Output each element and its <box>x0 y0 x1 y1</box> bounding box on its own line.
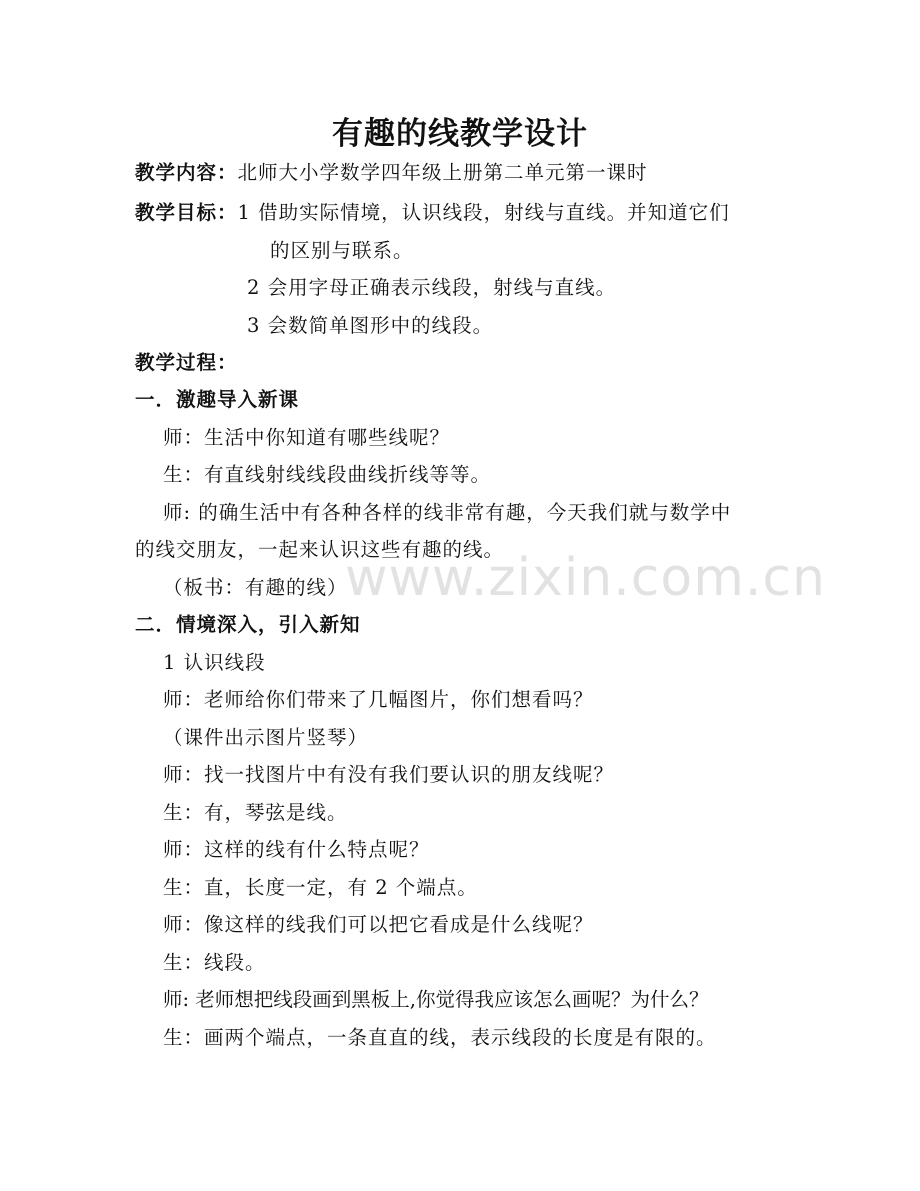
dialogue-line: 师: 的确生活中有各种各样的线非常有趣，今天我们就与数学中 <box>163 501 732 524</box>
subsection-heading: 1 认识线段 <box>163 651 266 674</box>
section-2-heading: 二．情境深入，引入新知 <box>135 613 361 636</box>
dialogue-line: 的线交朋友，一起来认识这些有趣的线。 <box>135 538 505 561</box>
content-label: 教学内容： <box>135 161 238 184</box>
dialogue-line: 师: 老师想把线段画到黑板上,你觉得我应该怎么画呢？为什么？ <box>163 988 709 1011</box>
dialogue-line: 生：画两个端点，一条直直的线，表示线段的长度是有限的。 <box>163 1026 717 1049</box>
dialogue-line: 生：有直线射线线段曲线折线等等。 <box>163 463 492 486</box>
objective-2: 2 会用字母正确表示线段，射线与直线。 <box>247 276 617 299</box>
document-title: 有趣的线教学设计 <box>332 116 588 152</box>
dialogue-line: 生：线段。 <box>163 951 266 974</box>
dialogue-line: 师：这样的线有什么特点呢？ <box>163 838 430 861</box>
dialogue-line: 生：有，琴弦是线。 <box>163 801 348 824</box>
dialogue-line: 师：找一找图片中有没有我们要认识的朋友线呢？ <box>163 763 615 786</box>
dialogue-line: 生：直，长度一定，有 2 个端点。 <box>163 876 478 899</box>
content-row <box>135 159 648 187</box>
dialogue-line: 师：生活中你知道有哪些线呢？ <box>163 426 451 449</box>
content-text: 北师大小学数学四年级上册第二单元第一课时 <box>237 161 648 184</box>
process-label: 教学过程： <box>135 351 238 374</box>
courseware-note: （课件出示图片竖琴） <box>163 726 369 749</box>
objectives-row <box>135 199 730 227</box>
objective-3: 3 会数简单图形中的线段。 <box>247 314 494 337</box>
watermark: www.zixin.com.cn <box>345 548 826 608</box>
objective-1-line-1: 1 借助实际情境，认识线段，射线与直线。并知道它们 <box>237 201 730 224</box>
section-1-heading: 一．激趣导入新课 <box>135 388 300 411</box>
objective-1-line-2: 的区别与联系。 <box>270 239 414 262</box>
board-note: （板书：有趣的线） <box>163 576 348 599</box>
objectives-label: 教学目标： <box>135 201 238 224</box>
dialogue-line: 师：老师给你们带来了几幅图片，你们想看吗？ <box>163 688 594 711</box>
dialogue-line: 师：像这样的线我们可以把它看成是什么线呢？ <box>163 913 594 936</box>
